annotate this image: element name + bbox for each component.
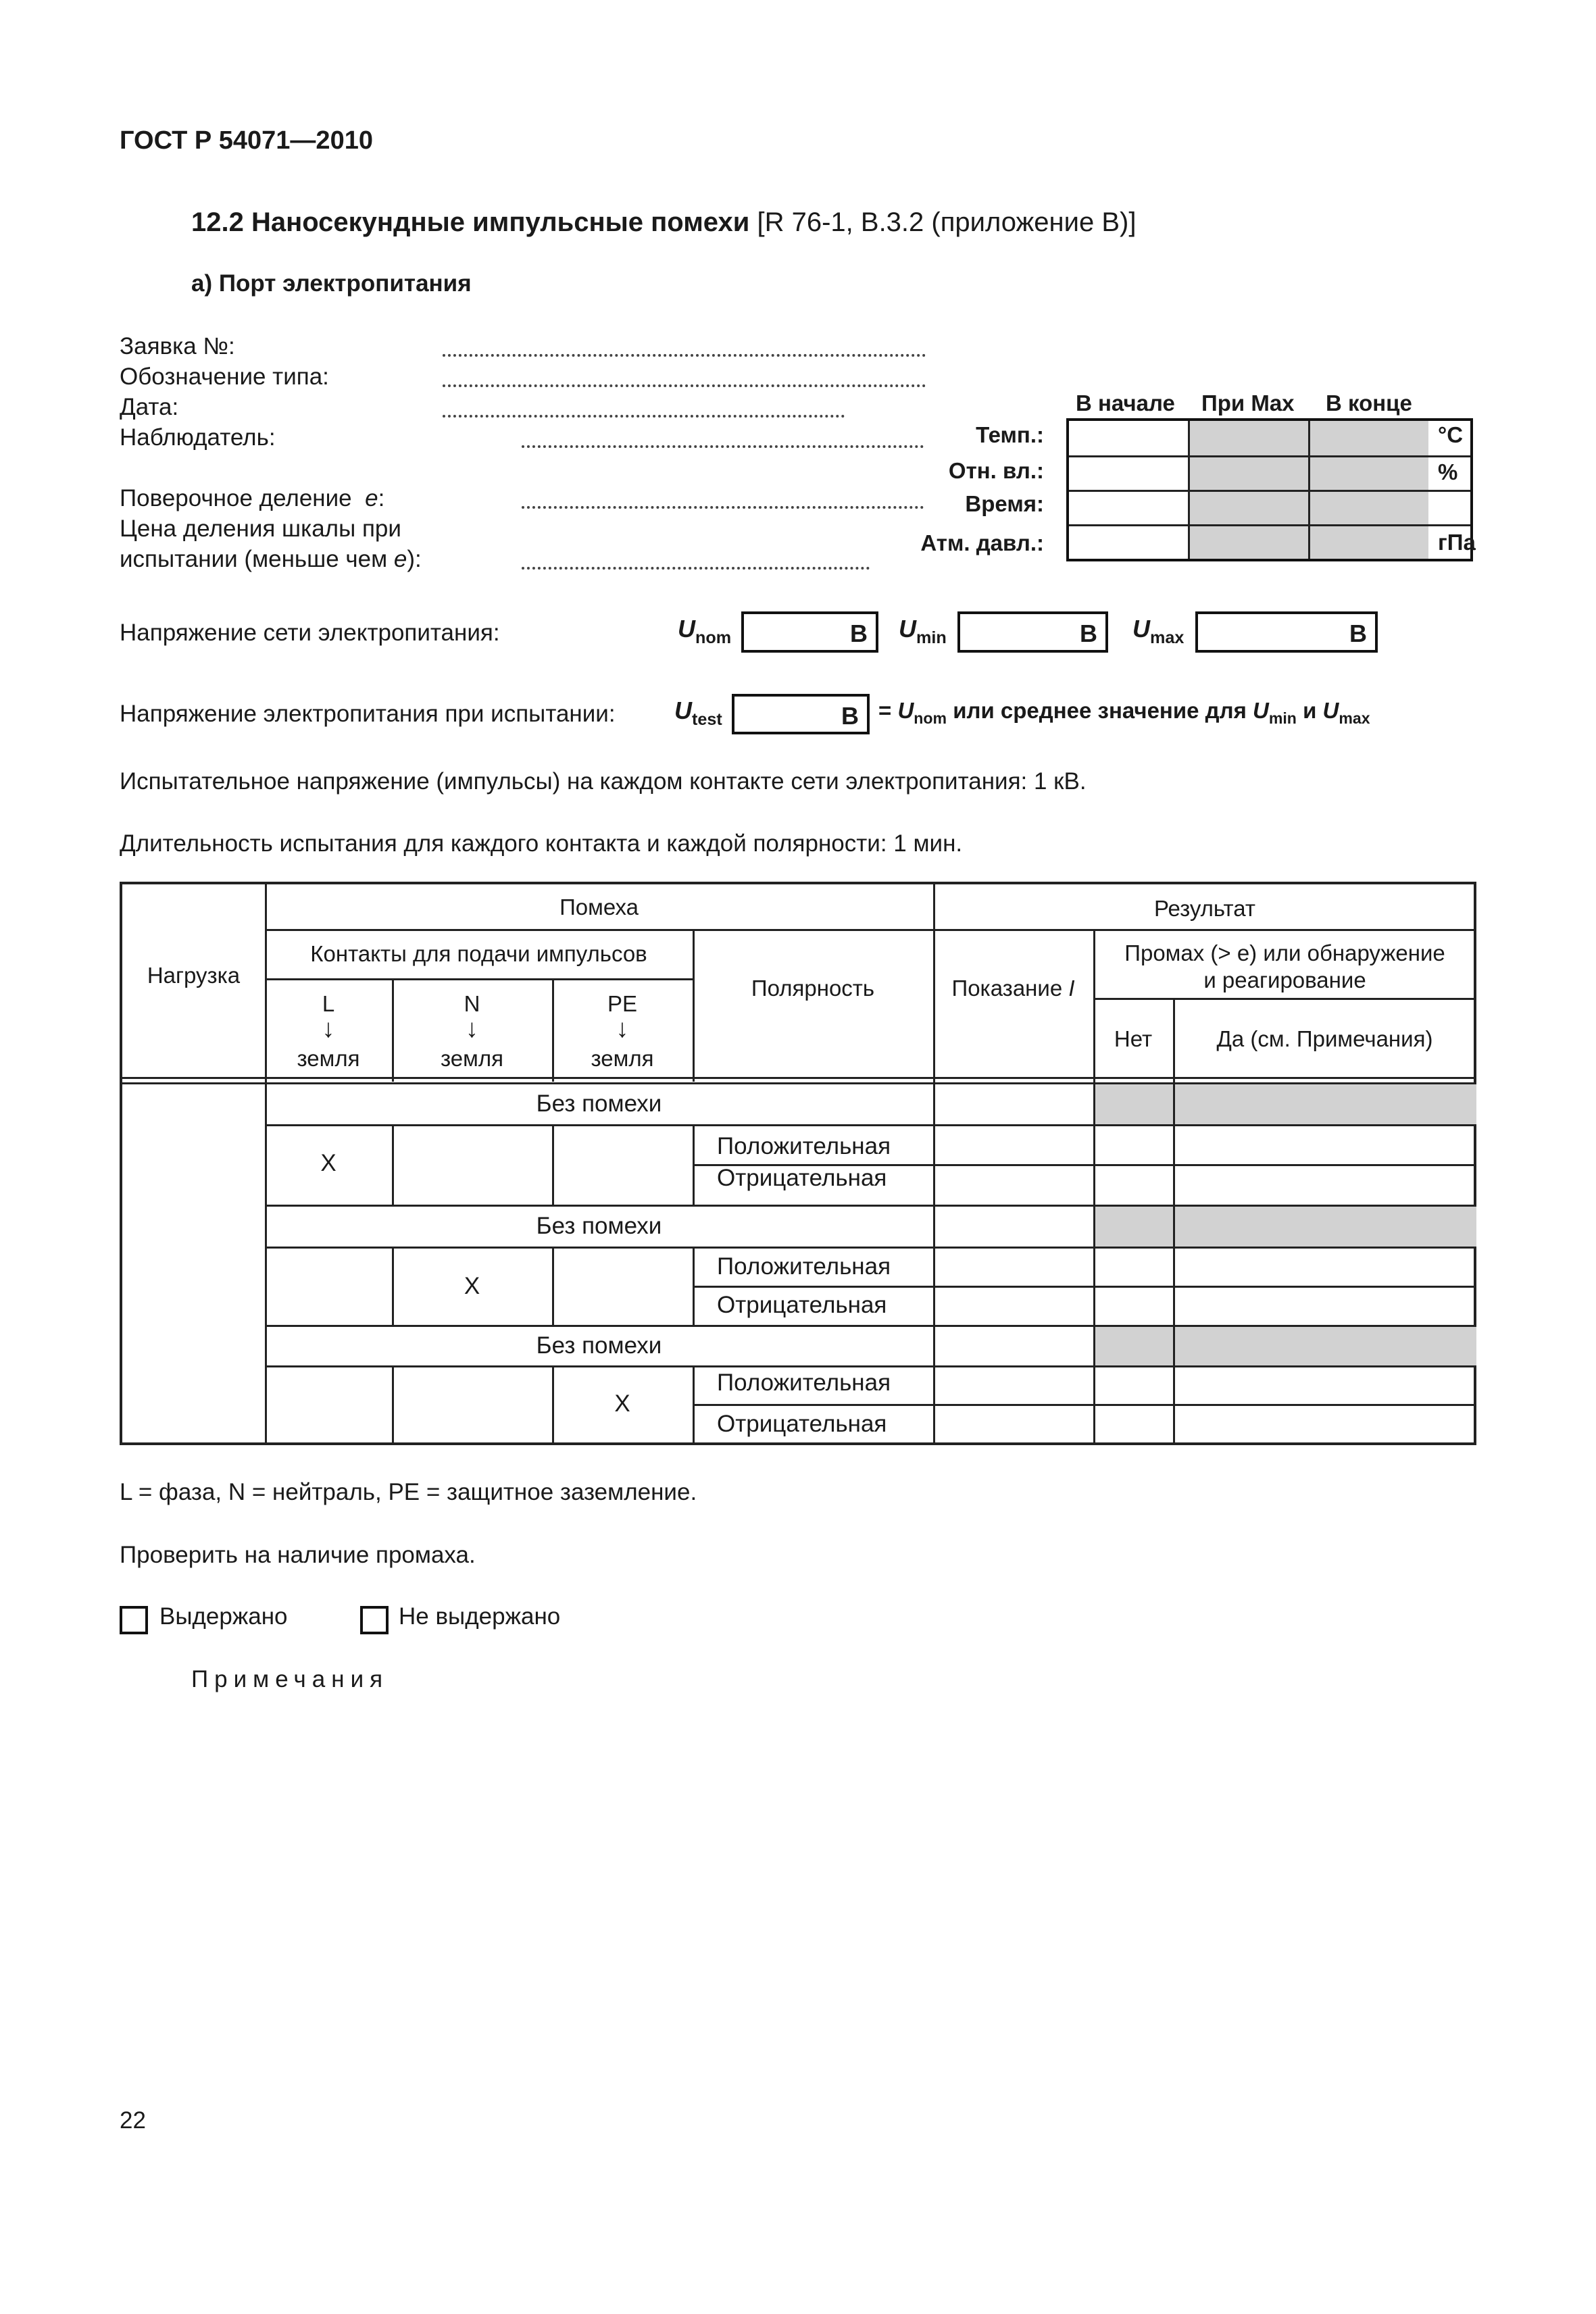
notes-heading: Примечания — [191, 1666, 389, 1692]
application-field[interactable] — [443, 354, 926, 357]
u-test-formula: = $U_{nom}$ или среднее значение для $U_{min}$ и $U_{max}$ — [878, 698, 1370, 728]
conditions-grid — [1066, 418, 1473, 561]
results-table — [120, 882, 1476, 1445]
positive-2: Положительная — [717, 1253, 891, 1280]
negative-2: Отрицательная — [717, 1292, 887, 1318]
time-label: Время: — [965, 491, 1044, 516]
observer-label: Наблюдатель: — [120, 424, 276, 451]
humidity-label: Отн. вл.: — [948, 458, 1044, 483]
scale-label-line1: Цена деления шкалы при — [120, 515, 401, 542]
section-subtitle: а) Порт электропитания — [191, 270, 472, 297]
col-max: При Max — [1201, 391, 1295, 416]
mains-voltage-label: Напряжение сети электропитания: — [120, 620, 500, 646]
time-start-cell[interactable] — [1069, 490, 1188, 524]
failed-checkbox[interactable] — [360, 1606, 389, 1634]
col-end: В конце — [1326, 391, 1412, 416]
page-number: 22 — [120, 2107, 146, 2134]
temp-label: Темп.: — [976, 422, 1044, 447]
application-label: Заявка №: — [120, 333, 235, 359]
header-yes: Да (см. Примечания) — [1216, 1026, 1433, 1051]
header-result: Результат — [1153, 896, 1256, 921]
negative-3: Отрицательная — [717, 1411, 887, 1437]
section-title-ref: [R 76-1, В.3.2 (приложение В)] — [757, 207, 1137, 237]
u-test-label: $U_{test}$ — [674, 697, 722, 729]
ground-n: земля — [441, 1046, 503, 1071]
pressure-start-cell[interactable] — [1069, 524, 1188, 559]
u-max-label: $U_{max}$ — [1132, 615, 1184, 647]
header-miss-line1: Промах (> e) или обнаружение — [1124, 940, 1445, 965]
ground-l: земля — [297, 1046, 360, 1071]
header-no: Нет — [1114, 1026, 1153, 1051]
arrow-down-icon: ↓ — [616, 1015, 629, 1043]
no-interference-3: Без помехи — [536, 1332, 662, 1359]
u-min-input[interactable]: В — [957, 611, 1108, 653]
observer-field[interactable] — [522, 445, 924, 448]
verification-field[interactable] — [522, 506, 924, 509]
humidity-unit: % — [1438, 459, 1458, 484]
col-start: В начале — [1076, 391, 1175, 416]
date-field[interactable] — [443, 415, 845, 418]
contact-n: N — [464, 991, 480, 1016]
section-title-main: 12.2 Наносекундные импульсные помехи — [191, 207, 750, 237]
no-interference-2: Без помехи — [536, 1213, 662, 1239]
verification-label: Поверочное деление e: — [120, 485, 385, 511]
mark-l: X — [320, 1150, 336, 1176]
mark-pe: X — [614, 1390, 630, 1417]
negative-1: Отрицательная — [717, 1165, 887, 1191]
contact-pe: PE — [607, 991, 638, 1016]
humidity-start-cell[interactable] — [1069, 455, 1188, 490]
pressure-unit: гПа — [1438, 530, 1476, 555]
check-text: Проверить на наличие промаха. — [120, 1542, 476, 1568]
arrow-down-icon: ↓ — [322, 1015, 335, 1043]
section-title — [191, 206, 1136, 238]
contact-l: L — [322, 991, 335, 1016]
passed-label: Выдержано — [159, 1603, 288, 1630]
test-voltage-info: Испытательное напряжение (импульсы) на каждом контакте сети электропитания: 1 кВ. — [120, 768, 1087, 795]
type-field[interactable] — [443, 384, 926, 387]
legend: L = фаза, N = нейтраль, PE = защитное заземление. — [120, 1479, 697, 1505]
arrow-down-icon: ↓ — [466, 1015, 478, 1043]
header-contacts: Контакты для подачи импульсов — [310, 941, 647, 966]
u-max-input[interactable]: В — [1195, 611, 1378, 653]
document-header: ГОСТ Р 54071—2010 — [120, 126, 373, 155]
ground-pe: земля — [591, 1046, 654, 1071]
date-label: Дата: — [120, 394, 179, 420]
scale-label-line2: испытании (меньше чем e): — [120, 546, 422, 572]
duration-info: Длительность испытания для каждого контакта и каждой полярности: 1 мин. — [120, 830, 963, 857]
temp-unit: °C — [1438, 422, 1464, 447]
header-load: Нагрузка — [147, 963, 241, 988]
header-polarity: Полярность — [751, 976, 875, 1001]
test-voltage-label: Напряжение электропитания при испытании: — [120, 701, 616, 727]
u-nom-input[interactable]: В — [741, 611, 878, 653]
u-test-input[interactable]: В — [732, 694, 870, 734]
positive-3: Положительная — [717, 1369, 891, 1396]
positive-1: Положительная — [717, 1133, 891, 1159]
header-interference: Помеха — [559, 895, 639, 920]
header-miss-line2: и реагирование — [1203, 967, 1366, 992]
pressure-label: Атм. давл.: — [920, 530, 1044, 555]
passed-checkbox[interactable] — [120, 1606, 148, 1634]
failed-label: Не выдержано — [399, 1603, 561, 1630]
temp-start-cell[interactable] — [1069, 421, 1188, 455]
type-label: Обозначение типа: — [120, 363, 329, 390]
no-interference-1: Без помехи — [536, 1090, 662, 1117]
u-nom-label: $U_{nom}$ — [678, 615, 732, 647]
header-reading: Показание I — [951, 976, 1075, 1001]
u-min-label: $U_{min}$ — [899, 615, 947, 647]
mark-n: X — [464, 1273, 480, 1299]
scale-field[interactable] — [522, 567, 870, 570]
